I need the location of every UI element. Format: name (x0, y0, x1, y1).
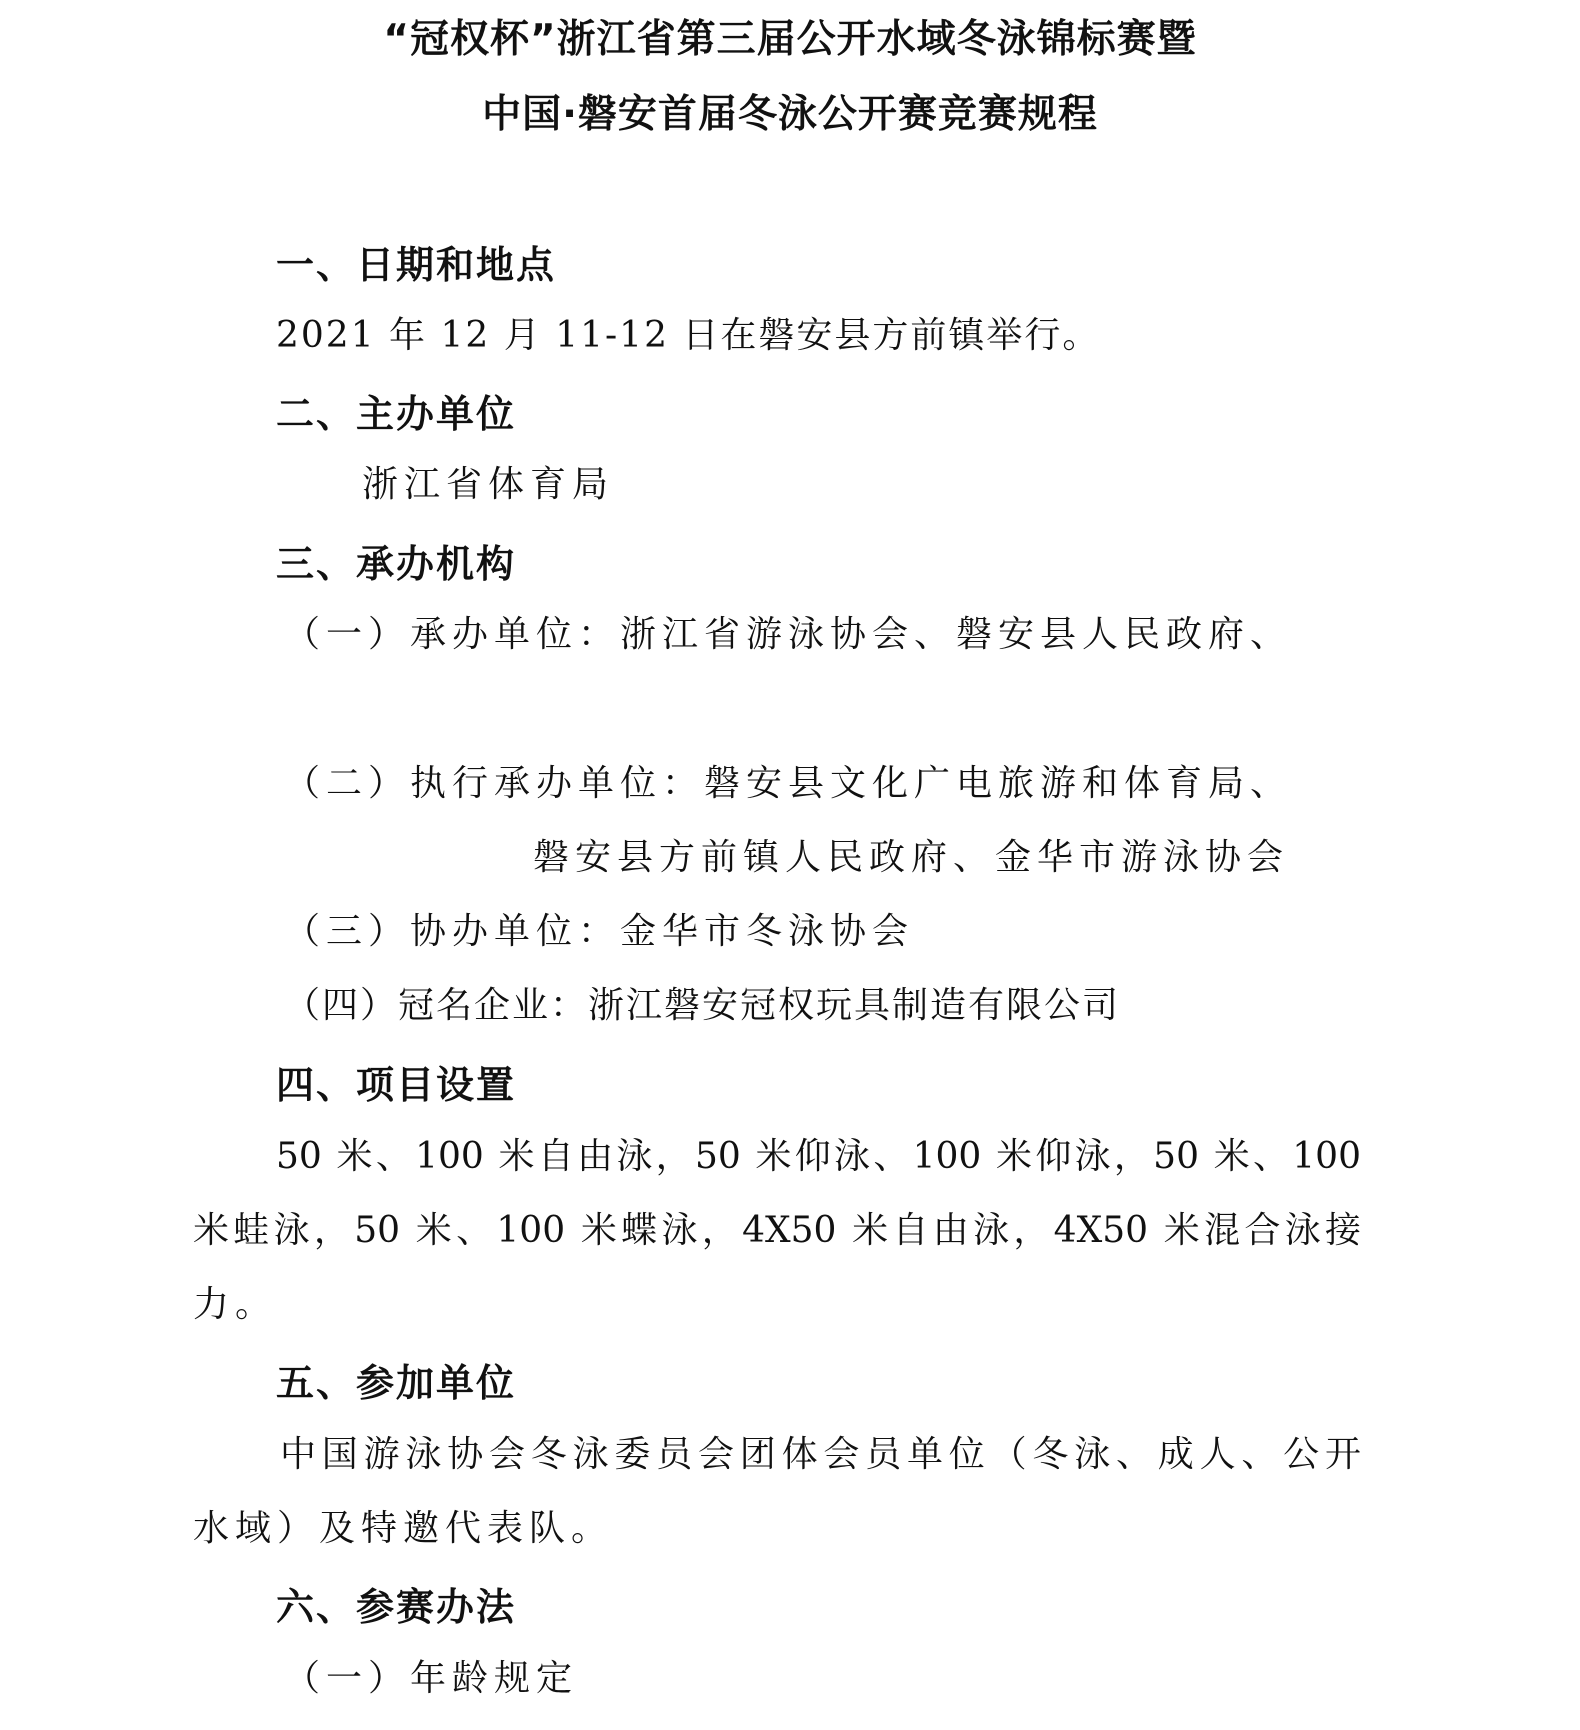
section-3-heading: 三、承办机构 (276, 542, 517, 586)
section-3-item-2-line-2: 磐安县方前镇人民政府、金华市游泳协会 (533, 837, 1290, 878)
section-5-line-1: 中国游泳协会冬泳委员会团体会员单位（冬泳、成人、公开 (280, 1434, 1361, 1475)
section-2-text: 浙江省体育局 (362, 464, 615, 505)
section-3-item-4: （四）冠名企业：浙江磐安冠权玩具制造有限公司 (284, 985, 1121, 1026)
section-3-item-1: （一）承办单位：浙江省游泳协会、磐安县人民政府、 (284, 614, 1293, 655)
document-title-line-1: “冠权杯”浙江省第三届公开水域冬泳锦标赛暨 (383, 17, 1197, 62)
section-6-item-1: （一）年龄规定 (284, 1658, 579, 1699)
section-3-item-3: （三）协办单位：金华市冬泳协会 (284, 911, 915, 952)
section-1-heading: 一、日期和地点 (276, 243, 557, 287)
section-4-heading: 四、项目设置 (276, 1063, 517, 1107)
section-3-item-2-line-1: （二）执行承办单位：磐安县文化广电旅游和体育局、 (284, 763, 1293, 804)
section-5-heading: 五、参加单位 (276, 1361, 517, 1405)
section-5-line-2: 水域）及特邀代表队。 (193, 1508, 614, 1549)
section-4-line-1: 50 米、100 米自由泳，50 米仰泳、100 米仰泳，50 米、100 (276, 1136, 1361, 1177)
section-4-line-2: 米蛙泳，50 米、100 米蝶泳，4X50 米自由泳，4X50 米混合泳接 (193, 1210, 1361, 1251)
section-1-text: 2021 年 12 月 11-12 日在磐安县方前镇举行。 (276, 315, 1101, 356)
section-2-heading: 二、主办单位 (276, 392, 517, 436)
section-4-line-3: 力。 (193, 1284, 278, 1325)
document-title-line-2: 中国·磐安首届冬泳公开赛竞赛规程 (482, 92, 1098, 137)
section-6-heading: 六、参赛办法 (276, 1585, 517, 1629)
